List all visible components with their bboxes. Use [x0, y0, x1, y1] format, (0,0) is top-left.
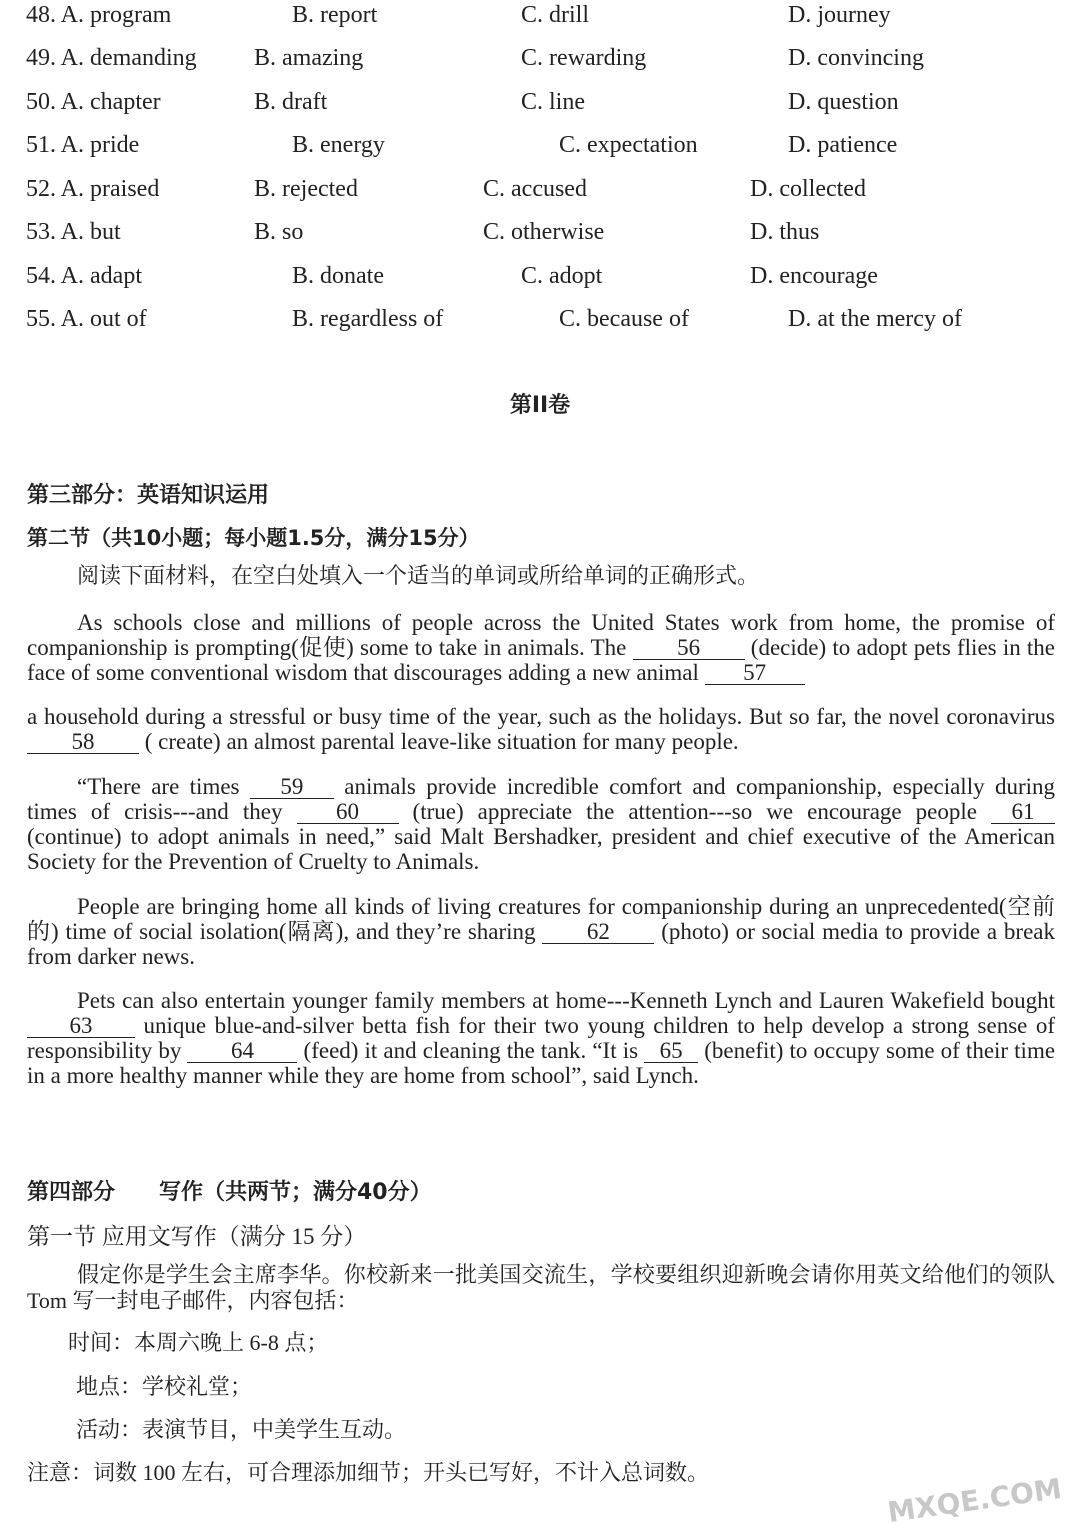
watermark-logo: MXQE.COM — [885, 1471, 1064, 1529]
choice-option: D. journey — [788, 2, 891, 28]
passage-paragraph-1 — [27, 610, 1055, 685]
choice-option: B. amazing — [254, 45, 364, 71]
blank-61[interactable]: 61 — [991, 801, 1055, 824]
passage-text: ( create) an almost parental leave-like situation for many people. — [144, 729, 739, 754]
passage-text: (true) appreciate the attention---so we encourage people — [412, 799, 977, 824]
choice-option: D. patience — [788, 132, 898, 158]
choice-option: B. draft — [254, 89, 328, 115]
choice-option: 54. A. adapt — [26, 263, 142, 289]
choice-row — [0, 130, 1080, 160]
passage-text: (decide) to adopt pets flies in the face of some conventional wisdom that discourages adding a new animal — [27, 635, 1056, 685]
volume-title: 第II卷 — [509, 393, 571, 418]
choice-option: B. rejected — [254, 176, 358, 202]
choice-option: 52. A. praised — [26, 176, 160, 202]
blank-59[interactable]: 59 — [250, 776, 334, 799]
blank-58[interactable]: 58 — [27, 731, 139, 754]
choice-option: 49. A. demanding — [26, 45, 197, 71]
part4-section: 第一节 应用文写作（满分 15 分） — [27, 1224, 367, 1249]
part3-title: 第三部分：英语知识运用 — [27, 483, 270, 508]
passage-paragraph-4 — [27, 894, 1055, 969]
event-time: 时间：本周六晚上 6-8 点； — [68, 1330, 329, 1355]
choice-option: C. line — [521, 89, 585, 115]
choice-option: C. adopt — [521, 263, 603, 289]
choice-row — [0, 217, 1080, 247]
blank-60[interactable]: 60 — [297, 801, 399, 824]
choice-option: D. collected — [750, 176, 866, 202]
passage-text: (photo) or social media to provide a break from darker news. — [27, 919, 1055, 969]
blank-65[interactable]: 65 — [644, 1040, 698, 1063]
choice-option: 50. A. chapter — [26, 89, 161, 115]
choice-option: B. regardless of — [292, 306, 444, 332]
choice-option: D. at the mercy of — [788, 306, 962, 332]
choice-row — [0, 261, 1080, 291]
passage-paragraph-3 — [27, 774, 1055, 874]
choice-option: D. encourage — [750, 263, 878, 289]
passage-text: unique blue-and-silver betta fish for their two young children to help develop a strong sense of responsibility by — [27, 1013, 1056, 1063]
passage-paragraph-5 — [27, 988, 1055, 1088]
choice-option: C. otherwise — [483, 219, 605, 245]
blank-62[interactable]: 62 — [542, 921, 654, 944]
choice-row — [0, 304, 1080, 334]
choice-option: B. so — [254, 219, 304, 245]
choice-row — [0, 43, 1080, 73]
passage-text: People are bringing home all kinds of living creatures for companionship during an unprecedented(空前的) time of social isolation(隔离), and they’re sharing — [27, 894, 1055, 944]
blank-64[interactable]: 64 — [187, 1040, 297, 1063]
blank-63[interactable]: 63 — [27, 1015, 135, 1038]
event-activity: 活动：表演节目，中美学生互动。 — [76, 1417, 407, 1442]
choice-option: 55. A. out of — [26, 306, 147, 332]
passage-text: (feed) it and cleaning the tank. “It is — [303, 1038, 639, 1063]
passage-text: a household during a stressful or busy time of the year, such as the holidays. But so far, the novel coronavirus — [27, 704, 1055, 729]
passage-text: animals provide incredible comfort and companionship, especially during times of crisis---and they — [27, 774, 1056, 824]
choice-option: C. accused — [483, 176, 587, 202]
choice-option: C. rewarding — [521, 45, 647, 71]
part4-title: 第四部分 写作（共两节；满分40分） — [27, 1180, 432, 1205]
choice-option: 51. A. pride — [26, 132, 140, 158]
passage-text: (benefit) to occupy some of their time in a more healthy manner while they are home from school”, said Lynch. — [27, 1038, 1056, 1088]
choice-option: 48. A. program — [26, 2, 172, 28]
choice-row — [0, 87, 1080, 117]
choice-option: B. energy — [292, 132, 385, 158]
choice-option: B. donate — [292, 263, 384, 289]
passage-text: (continue) to adopt animals in need,” said Malt Bershadker, president and chief executive of the American Society for the Prevention of Cruelty to Animals. — [27, 824, 1055, 874]
passage-text: As schools close and millions of people across the United States work from home, the promise of companionship is prompting(促使) some to take in animals. The — [27, 610, 1055, 660]
writing-note: 注意：词数 100 左右，可合理添加细节；开头已写好，不计入总词数。 — [27, 1460, 710, 1485]
choice-row — [0, 174, 1080, 204]
choice-row — [0, 0, 1080, 30]
blank-56[interactable]: 56 — [633, 637, 745, 660]
passage-paragraph-2 — [27, 704, 1055, 754]
choice-option: C. expectation — [559, 132, 698, 158]
choice-option: D. convincing — [788, 45, 924, 71]
choice-option: C. because of — [559, 306, 689, 332]
choice-option: D. question — [788, 89, 899, 115]
choice-option: 53. A. but — [26, 219, 121, 245]
blank-57[interactable]: 57 — [705, 662, 805, 685]
event-place: 地点：学校礼堂； — [76, 1374, 253, 1399]
part3-instruction: 阅读下面材料，在空白处填入一个适当的单词或所给单词的正确形式。 — [77, 563, 760, 588]
passage-text: Pets can also entertain younger family members at home---Kenneth Lynch and Lauren Wakefield bought — [77, 988, 1055, 1013]
choice-option: C. drill — [521, 2, 590, 28]
part3-section: 第二节（共10小题；每小题1.5分，满分15分） — [27, 526, 480, 550]
choice-option: D. thus — [750, 219, 820, 245]
writing-prompt: 假定你是学生会主席李华。你校新来一批美国交流生，学校要组织迎新晚会请你用英文给他们的领队 Tom 写一封电子邮件，内容包括： — [27, 1262, 1055, 1313]
choice-option: B. report — [292, 2, 378, 28]
passage-text: “There are times — [77, 774, 240, 799]
